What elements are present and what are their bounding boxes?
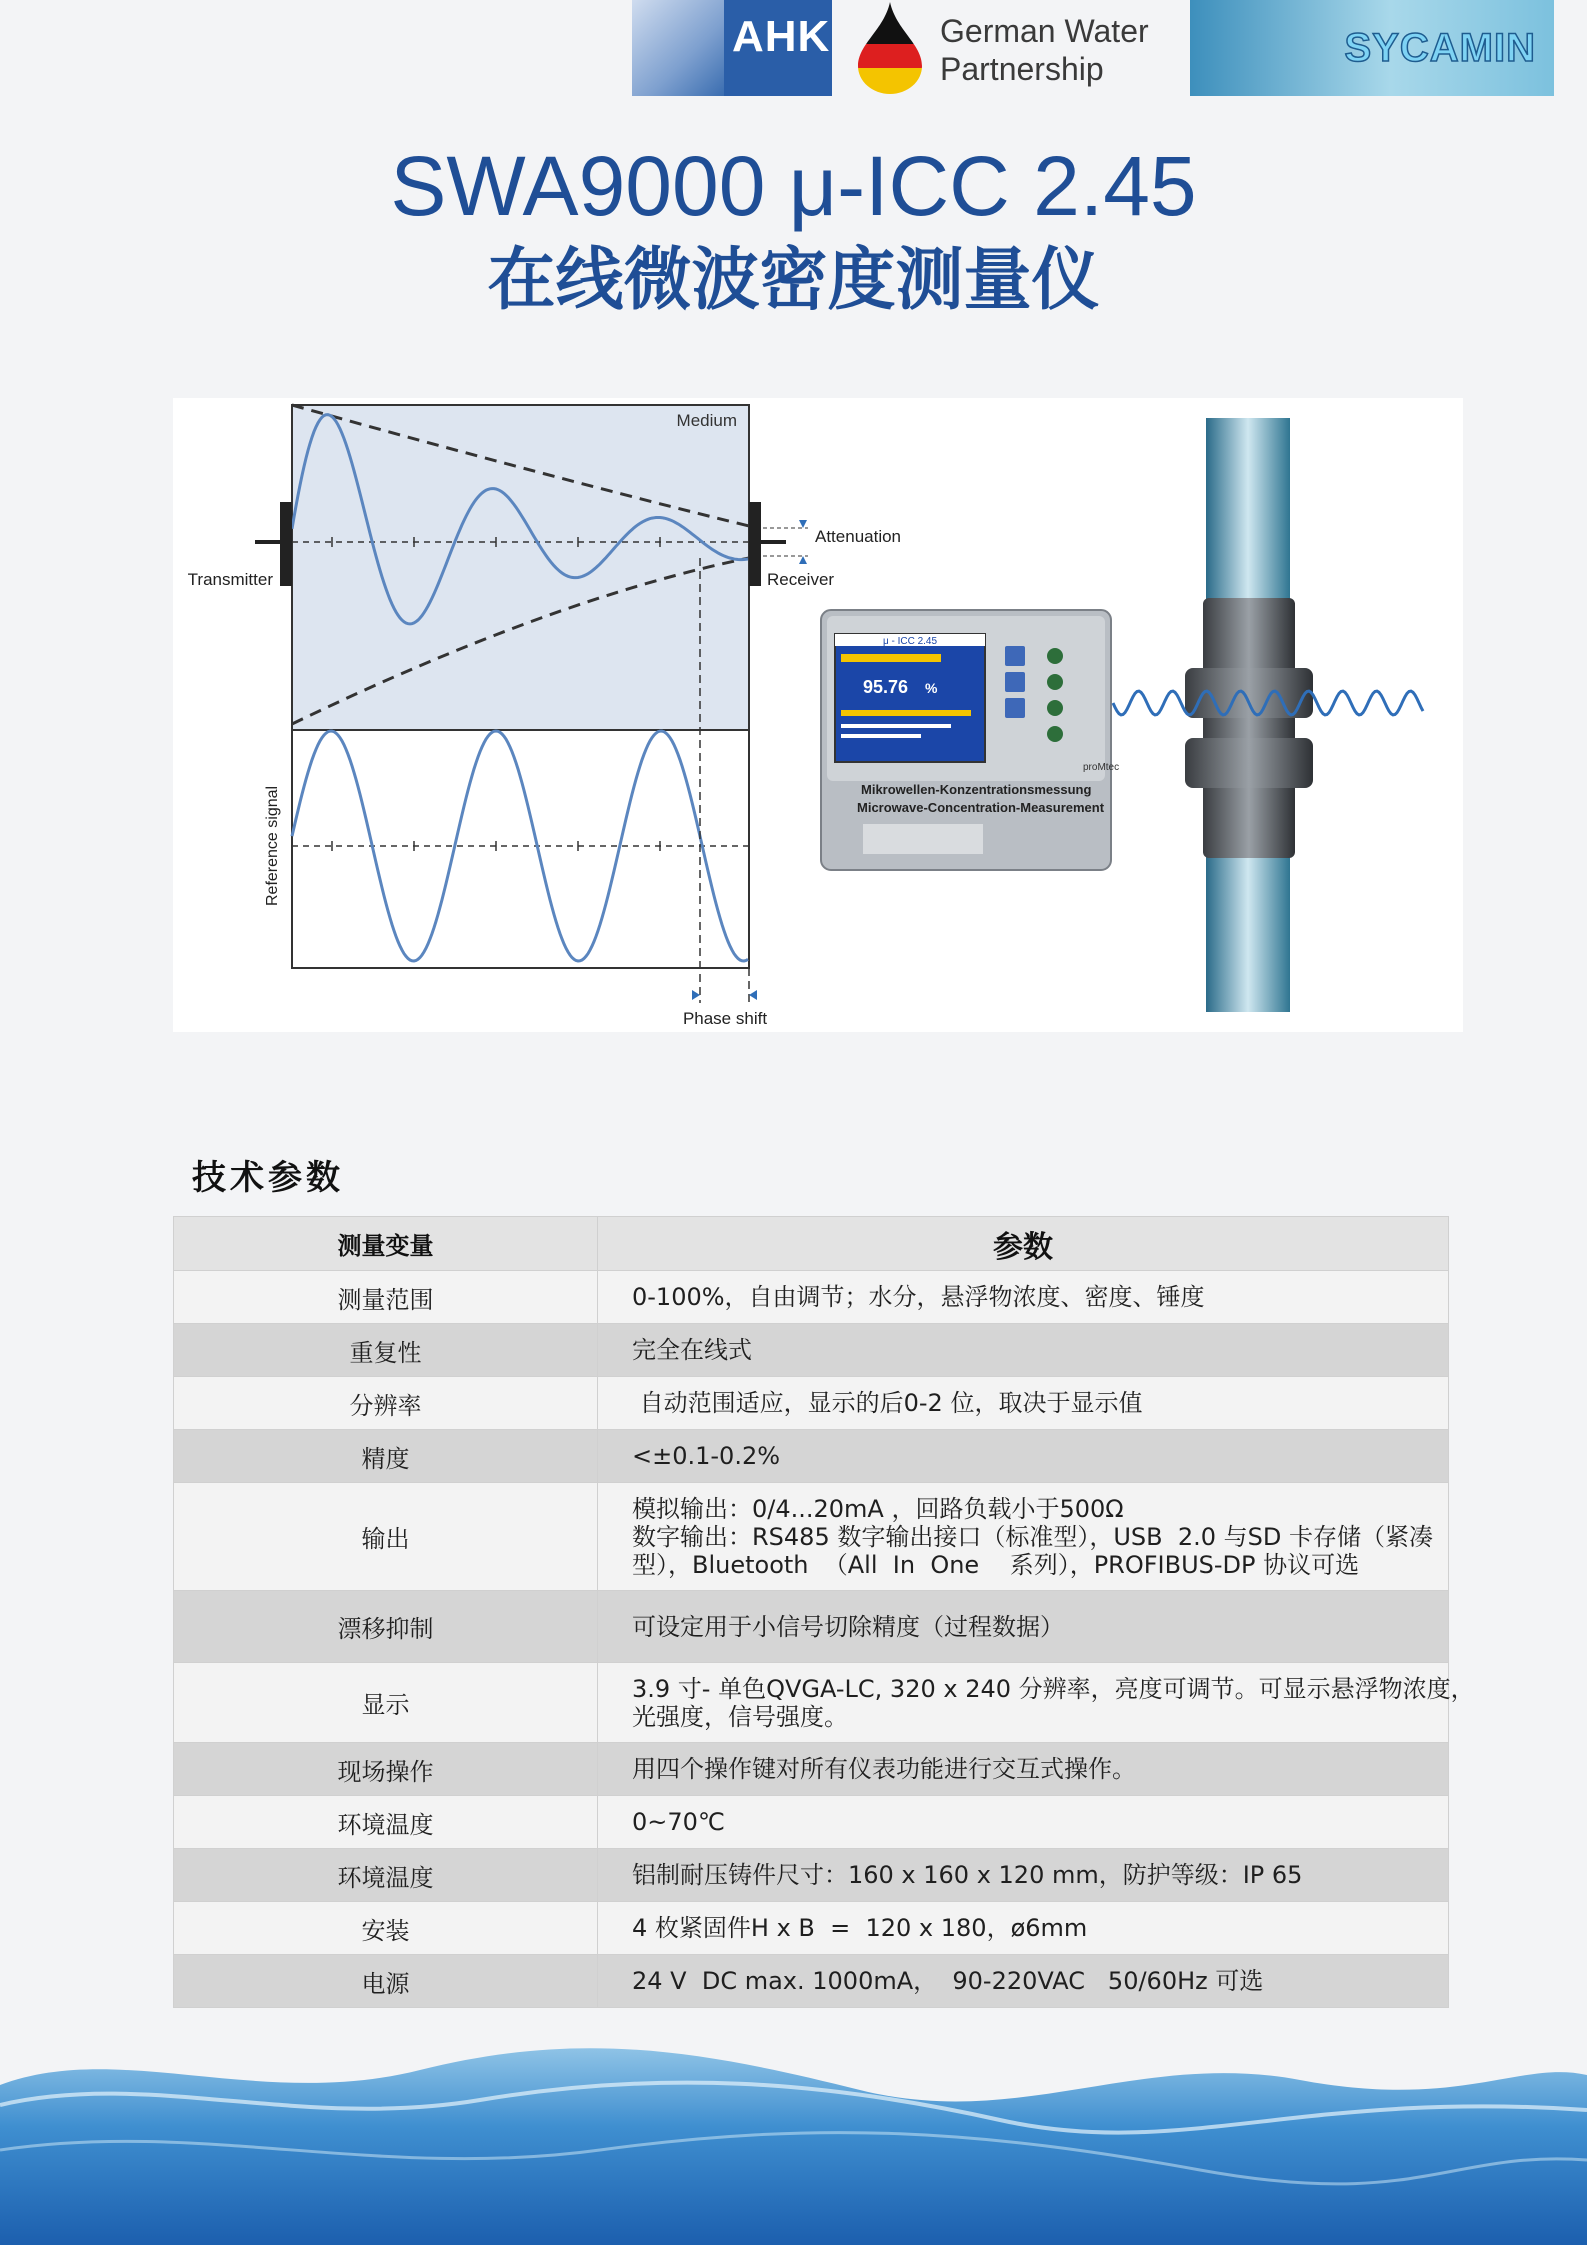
device-model-text: μ - ICC 2.45 bbox=[882, 636, 938, 647]
row-parameter bbox=[598, 1743, 1449, 1796]
table-row bbox=[174, 1955, 1449, 2008]
header-parameter: 参数 bbox=[598, 1217, 1449, 1271]
sycamin-logo bbox=[1190, 0, 1554, 96]
row-parameter bbox=[598, 1902, 1449, 1955]
row-variable: 测量范围 bbox=[174, 1271, 598, 1324]
arrow-key-up-icon bbox=[1005, 646, 1025, 666]
sycamin-logo-text: SYCAMIN bbox=[1344, 26, 1536, 70]
table-row bbox=[174, 1430, 1449, 1483]
tech-spec-heading: 技术参数 bbox=[192, 1158, 344, 1198]
parameter-line: 完全在线式 bbox=[632, 1336, 752, 1364]
row-parameter bbox=[598, 1955, 1449, 2008]
parameter-line: 0~70℃ bbox=[632, 1808, 725, 1836]
transmitter-device bbox=[821, 610, 1119, 870]
attenuation-label: Attenuation bbox=[815, 527, 902, 546]
row-variable: 漂移抑制 bbox=[174, 1591, 598, 1663]
pipe-with-water bbox=[1113, 418, 1423, 1012]
device-label-en: Microwave-Concentration-Measurement bbox=[857, 800, 1105, 815]
parameter-line: 3.9 寸- 单色QVGA-LC, 320 x 240 分辨率，亮度可调节。可显示悬浮物浓度， bbox=[632, 1674, 1475, 1703]
row-variable: 环境温度 bbox=[174, 1849, 598, 1902]
device-screen bbox=[835, 634, 985, 762]
header-variable: 测量变量 bbox=[174, 1217, 598, 1271]
parameter-line: 0-100%，自由调节；水分，悬浮物浓度、密度、锤度 bbox=[632, 1283, 1205, 1311]
device-nameplate bbox=[863, 824, 983, 854]
row-variable: 重复性 bbox=[174, 1324, 598, 1377]
parameter-line: 自动范围适应，显示的后0-2 位，取决于显示值 bbox=[632, 1389, 1143, 1417]
german-water-partnership-logo bbox=[854, 0, 1189, 96]
screen-bar-2 bbox=[841, 710, 971, 716]
row-parameter bbox=[598, 1796, 1449, 1849]
table-header-row bbox=[174, 1217, 1449, 1271]
parameter-line: 24 V DC max. 1000mA， 90-220VAC 50/60Hz 可选 bbox=[632, 1967, 1264, 1995]
table-row bbox=[174, 1796, 1449, 1849]
led-1-icon bbox=[1047, 648, 1063, 664]
phase-shift-label: Phase shift bbox=[682, 1009, 768, 1028]
table-row bbox=[174, 1271, 1449, 1324]
logo-bar bbox=[632, 0, 1554, 96]
parameter-line: <±0.1-0.2% bbox=[632, 1442, 781, 1470]
receiver-plate bbox=[749, 502, 761, 586]
arrow-key-enter-icon bbox=[1005, 672, 1025, 692]
screen-bar-3 bbox=[841, 724, 951, 728]
parameter-line: 4 枚紧固件H x B = 120 x 180，ø6mm bbox=[632, 1914, 1088, 1942]
tech-spec-table bbox=[173, 1216, 1475, 2008]
row-parameter bbox=[598, 1377, 1449, 1430]
table-row bbox=[174, 1663, 1449, 1743]
row-parameter bbox=[598, 1483, 1449, 1591]
transmitter-label: Transmitter bbox=[187, 570, 273, 589]
row-variable: 分辨率 bbox=[174, 1377, 598, 1430]
product-title-chinese: 在线微波密度测量仪 bbox=[487, 241, 1100, 320]
product-title-english: SWA9000 μ-ICC 2.45 bbox=[390, 139, 1197, 233]
gwp-line-1: German Water bbox=[940, 13, 1149, 49]
phase-arrow-right bbox=[749, 990, 757, 1000]
tech-spec-body bbox=[174, 1271, 1475, 2008]
row-variable: 输出 bbox=[174, 1483, 598, 1591]
medium-box bbox=[292, 405, 749, 730]
row-variable: 精度 bbox=[174, 1430, 598, 1483]
parameter-line: 光强度，信号强度。 bbox=[632, 1702, 848, 1731]
row-variable: 电源 bbox=[174, 1955, 598, 2008]
led-2-icon bbox=[1047, 674, 1063, 690]
parameter-line: 数字输出：RS485 数字输出接口（标准型），USB 2.0 与SD 卡存储（紧凑 bbox=[632, 1522, 1434, 1551]
screen-bar-4 bbox=[841, 734, 921, 738]
gwp-line-2: Partnership bbox=[940, 51, 1104, 87]
parameter-line: 用四个操作键对所有仪表功能进行交互式操作。 bbox=[632, 1755, 1136, 1783]
device-label-de: Mikrowellen-Konzentrationsmessung bbox=[861, 782, 1092, 797]
parameter-line: 可设定用于小信号切除精度（过程数据） bbox=[632, 1612, 1064, 1641]
led-4-icon bbox=[1047, 726, 1063, 742]
device-brand: proMtec bbox=[1083, 762, 1120, 773]
ahk-logo-text: AHK bbox=[732, 12, 831, 61]
row-variable: 显示 bbox=[174, 1663, 598, 1743]
pipe-flange-right bbox=[1185, 738, 1313, 788]
row-variable: 安装 bbox=[174, 1902, 598, 1955]
parameter-line: 模拟输出：0/4...20mA ，回路负载小于500Ω bbox=[632, 1494, 1124, 1523]
measurement-principle-figure bbox=[173, 398, 1463, 1032]
table-row bbox=[174, 1902, 1449, 1955]
arrow-key-down-icon bbox=[1005, 698, 1025, 718]
row-parameter bbox=[598, 1591, 1449, 1663]
water-wave-footer bbox=[0, 2030, 1587, 2245]
gwp-logo-text bbox=[940, 12, 1149, 88]
row-variable: 现场操作 bbox=[174, 1743, 598, 1796]
transmitter-plate bbox=[280, 502, 292, 586]
receiver-label: Receiver bbox=[767, 570, 835, 589]
row-parameter bbox=[598, 1663, 1475, 1743]
row-parameter bbox=[598, 1849, 1449, 1902]
row-parameter bbox=[598, 1324, 1449, 1377]
table-row bbox=[174, 1324, 1449, 1377]
device-reading: 95.76 bbox=[863, 677, 909, 697]
dragon-icon bbox=[632, 0, 724, 96]
table-row bbox=[174, 1591, 1449, 1663]
ahk-logo bbox=[632, 0, 832, 96]
screen-bar-yellow bbox=[841, 654, 941, 662]
flag-drop-icon bbox=[854, 0, 926, 96]
attenuation-arrow-bottom bbox=[799, 556, 807, 564]
parameter-line: 型），Bluetooth （All In One 系列），PROFIBUS-DP 协议可选 bbox=[632, 1550, 1360, 1579]
table-row bbox=[174, 1377, 1449, 1430]
row-variable: 环境温度 bbox=[174, 1796, 598, 1849]
led-3-icon bbox=[1047, 700, 1063, 716]
pipe-section bbox=[1203, 598, 1295, 858]
attenuation-arrow-top bbox=[799, 520, 807, 528]
parameter-line: 铝制耐压铸件尺寸：160 x 160 x 120 mm，防护等级：IP 65 bbox=[632, 1861, 1303, 1889]
medium-label: Medium bbox=[676, 411, 737, 430]
row-parameter bbox=[598, 1271, 1449, 1324]
principle-diagram bbox=[173, 398, 1463, 1032]
row-parameter bbox=[598, 1430, 1449, 1483]
table-row bbox=[174, 1849, 1449, 1902]
reference-signal-label: Reference signal bbox=[264, 785, 281, 906]
phase-arrow-left bbox=[692, 990, 700, 1000]
device-unit: % bbox=[925, 680, 938, 696]
table-row bbox=[174, 1483, 1449, 1591]
table-row bbox=[174, 1743, 1449, 1796]
